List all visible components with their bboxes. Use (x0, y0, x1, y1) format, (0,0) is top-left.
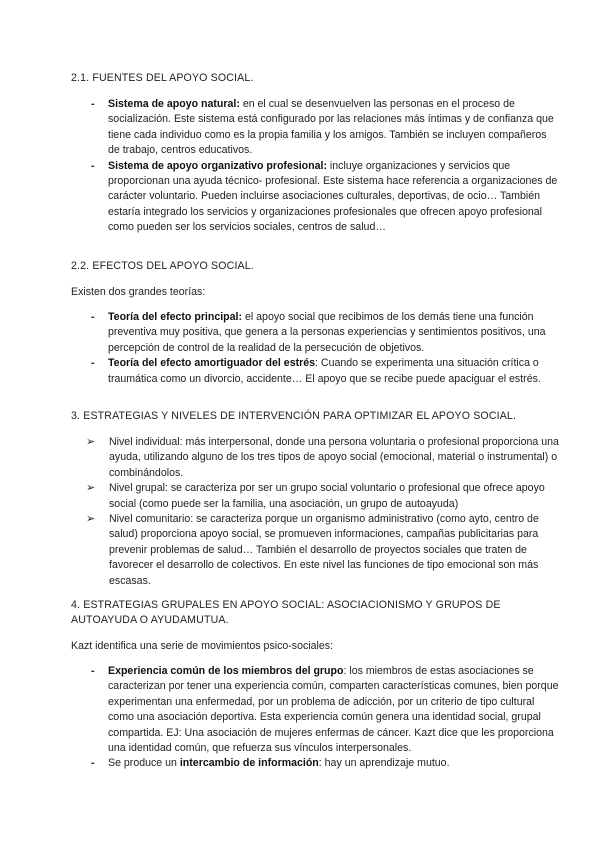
term-description: : hay un aprendizaje mutuo. (318, 757, 450, 770)
item-text: Nivel grupal: se caracteriza por ser un grupo social voluntario o profesional que ofrece apoyo social (como puede ser la familia, una asociación, un grupo de autoayuda) (109, 482, 545, 510)
term-description: incluye organizaciones y servicios que proporcionan una ayuda técnico- profesional. Este sistema hace referencia a organizaciones de carácter voluntario. Pueden incluirse asociaciones culturales, deportivas, de ocio… También estaría integrado los servicios y organizaciones profesionales que ofrecen apoyo profesional como pueden ser los servicios sociales, centros de salud… (108, 159, 558, 234)
section-heading-2-1: 2.1. FUENTES DEL APOYO SOCIAL. (71, 72, 254, 84)
list-item (71, 756, 561, 771)
term-description: en el cual se desenvuelven las personas en el proceso de socialización. Este sistema está configurado por las relaciones más íntimas y de confianza que tiene cada individuo como es la propia familia y los amigos. También se incluyen compañeros de trabajo, centros educativos. (108, 98, 554, 157)
list-movimientos-psicosociales (71, 664, 561, 772)
list-item (71, 356, 561, 387)
term: Sistema de apoyo organizativo profesional: (108, 159, 327, 172)
section-heading-3: 3. ESTRATEGIAS Y NIVELES DE INTERVENCIÓN PARA OPTIMIZAR EL APOYO SOCIAL. (71, 410, 517, 422)
term: Sistema de apoyo natural: (108, 98, 240, 110)
dash-bullet: - (91, 311, 95, 323)
section-heading-4: 4. ESTRATEGIAS GRUPALES EN APOYO SOCIAL: ASOCIACIONISMO Y GRUPOS DE AUTOAYUDA O AYUDAMUTUA. (71, 599, 501, 627)
list-niveles-intervencion (71, 435, 561, 589)
list-fuentes-apoyo (71, 97, 561, 236)
term: Teoría del efecto amortiguador del estrés (108, 357, 316, 370)
dash-bullet: - (91, 357, 95, 370)
list-item (71, 435, 561, 481)
term: Experiencia común de los miembros del grupo (108, 665, 344, 677)
term: Teoría del efecto principal: (108, 311, 243, 323)
section-intro-2-2: Existen dos grandes teorías: (71, 286, 206, 298)
term-description: : Cuando se experimenta una situación crítica o traumática como un divorcio, accidente… El apoyo que se recibe puede apaciguar el estrés. (108, 357, 541, 385)
list-item (71, 664, 561, 756)
dash-bullet: - (91, 159, 95, 172)
list-item (71, 512, 561, 589)
item-text: Nivel comunitario: se caracteriza porque un organismo administrativo (como ayto, centro de salud) proporciona apoyo social, se promueven informaciones, campañas publicitarias para prevenir problemas de salud… También el desarrollo de proyectos sociales que traten de favorecer el desarrollo de colectivos. En este nivel las funciones de tipo emocional son más escasas. (109, 513, 539, 587)
term-description: : los miembros de estas asociaciones se caracterizan por tener una experiencia común, comparten características comunes, bien porque experimentan una enfermedad, por un problema de adicción, por un criterio de tipo cultural como una asociación deportiva. Esta experiencia común genera una identidad social, grupal compartida. EJ: Una asociación de mujeres enfermas de cáncer. Kazt dice que les proporciona una identidad común, que refuerza sus vínculos interpersonales. (108, 665, 559, 755)
section-heading-2-2: 2.2. EFECTOS DEL APOYO SOCIAL. (71, 260, 254, 272)
dash-bullet: - (91, 757, 95, 770)
list-item (71, 481, 561, 512)
item-text: Nivel individual: más interpersonal, donde una persona voluntaria o profesional proporciona una ayuda, utilizando alguno de los tres tipos de apoyo social (emocional, material o instrumental) o combinándolos. (109, 436, 559, 479)
arrow-bullet-icon: ➢ (86, 436, 96, 448)
list-item (71, 97, 561, 159)
arrow-bullet-icon: ➢ (86, 482, 96, 495)
dash-bullet: - (91, 98, 95, 110)
list-item (71, 159, 561, 236)
dash-bullet: - (91, 665, 95, 677)
term-description: el apoyo social que recibimos de los demás tiene una función preventiva muy positiva, que genera a la personas experiencias y sentimientos positivos, una percepción de control de la realidad de la persecución de objetivos. (108, 311, 546, 354)
section-intro-4: Kazt identifica una serie de movimientos psico-sociales: (71, 640, 334, 652)
term: intercambio de información (179, 757, 319, 770)
term-prefix: Se produce un (108, 757, 180, 770)
list-item (71, 310, 561, 356)
arrow-bullet-icon: ➢ (86, 513, 96, 526)
list-efectos-apoyo (71, 310, 561, 387)
